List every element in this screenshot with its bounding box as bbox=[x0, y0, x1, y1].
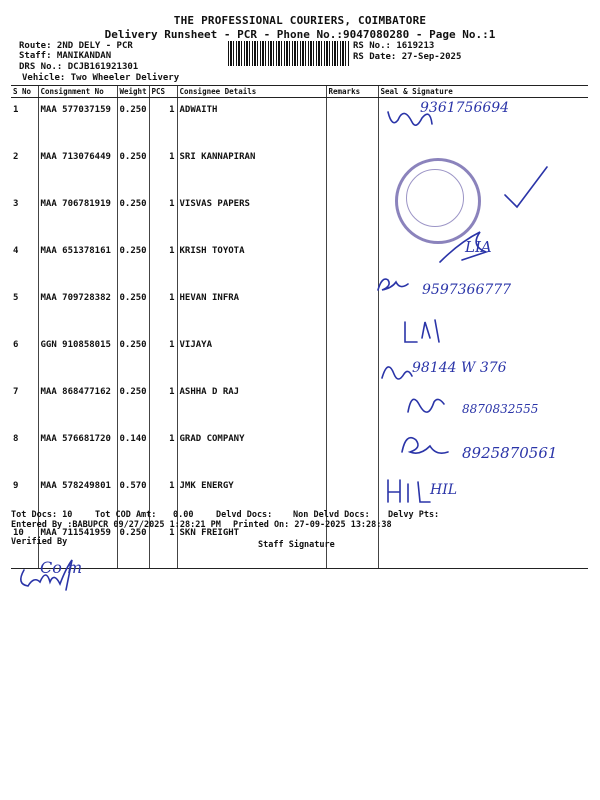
row-consignee: SKN FREIGHT bbox=[177, 521, 326, 569]
row-sno: 5 bbox=[13, 293, 19, 303]
col-remarks: Remarks bbox=[326, 86, 378, 98]
total-cod-label: Tot COD Amt: bbox=[95, 510, 157, 520]
total-cod-value: 0.00 bbox=[173, 510, 194, 520]
route-label: Route: 2ND DELY - PCR bbox=[19, 41, 133, 51]
signature-row-10 bbox=[388, 480, 430, 502]
row-sno: 10 bbox=[11, 521, 38, 569]
row-consignee: SRI KANNAPIRAN bbox=[177, 145, 326, 192]
vehicle-label: Vehicle: Two Wheeler Delivery bbox=[22, 73, 180, 83]
signature-row-6 bbox=[405, 320, 439, 342]
handwritten-note-row-10: HIL bbox=[430, 482, 458, 498]
row-consignment: MAA 709728382 bbox=[38, 286, 117, 333]
row-weight: 0.250 bbox=[117, 98, 149, 146]
delivered-docs: Delvd Docs: bbox=[216, 510, 273, 520]
non-delivered-docs: Non Delvd Docs: bbox=[293, 510, 370, 520]
row-consignee: KRISH TOYOTA bbox=[177, 239, 326, 286]
row-sno: 8 bbox=[13, 434, 19, 444]
signature-row-5 bbox=[378, 279, 408, 290]
verified-by-label: Verified By bbox=[11, 537, 68, 547]
row-weight: 0.250 bbox=[117, 145, 149, 192]
col-consignment: Consignment No bbox=[38, 86, 117, 98]
col-consignee: Consignee Details bbox=[177, 86, 326, 98]
handwritten-phone-row-1: 9361756694 bbox=[420, 100, 510, 116]
drs-label: DRS No.: DCJB161921301 bbox=[19, 62, 139, 72]
row-consignment: MAA 576681720 bbox=[38, 427, 117, 474]
row-consignee: GRAD COMPANY bbox=[177, 427, 326, 474]
row-sno: 3 bbox=[13, 199, 19, 209]
row-consignment: MAA 713076449 bbox=[38, 145, 117, 192]
signature-row-9 bbox=[402, 438, 448, 453]
row-sno: 1 bbox=[13, 105, 19, 115]
staff-label: Staff: MANIKANDAN bbox=[19, 51, 112, 61]
row-consignment: GGN 910858015 bbox=[38, 333, 117, 380]
col-weight: Weight bbox=[117, 86, 149, 98]
row-weight: 0.250 bbox=[117, 380, 149, 427]
company-title: THE PROFESSIONAL COURIERS, COIMBATORE bbox=[173, 14, 427, 27]
row-sno: 6 bbox=[13, 340, 19, 350]
col-signature: Seal & Signature bbox=[378, 86, 588, 98]
row-sno: 2 bbox=[13, 152, 19, 162]
printed-on: Printed On: 27-09-2025 13:28:38 bbox=[233, 520, 392, 530]
row-pcs: 1 bbox=[149, 145, 177, 192]
row-consignee: JMK ENERGY bbox=[177, 474, 326, 521]
row-consignment: MAA 706781919 bbox=[38, 192, 117, 239]
row-pcs: 1 bbox=[149, 98, 177, 146]
row-consignment: MAA 651378161 bbox=[38, 239, 117, 286]
row-consignment: MAA 578249801 bbox=[38, 474, 117, 521]
row-weight: 0.250 bbox=[117, 333, 149, 380]
runsheet-subtitle: Delivery Runsheet - PCR - Phone No.:9047080280 - Page No.:1 bbox=[104, 28, 496, 41]
row-sno: 9 bbox=[13, 481, 19, 491]
total-docs: Tot Docs: 10 bbox=[11, 510, 73, 520]
row-pcs: 1 bbox=[149, 427, 177, 474]
row-pcs: 1 bbox=[149, 380, 177, 427]
handwritten-phone-row-8: 8870832555 bbox=[462, 402, 539, 416]
rs-date: RS Date: 27-Sep-2025 bbox=[353, 52, 462, 62]
row-consignee: ASHHA D RAJ bbox=[177, 380, 326, 427]
row-weight: 0.250 bbox=[117, 239, 149, 286]
row-pcs: 1 bbox=[149, 192, 177, 239]
entered-by: Entered By :BABUPCR 09/27/2025 1:28:21 PM bbox=[11, 520, 221, 530]
handwritten-phone-row-5: 9597366777 bbox=[422, 282, 512, 298]
verifier-initials: Co m bbox=[40, 558, 83, 577]
row-consignment: MAA 868477162 bbox=[38, 380, 117, 427]
row-weight: 0.250 bbox=[117, 521, 149, 569]
row-consignee: VIJAYA bbox=[177, 333, 326, 380]
row-pcs: 1 bbox=[149, 521, 177, 569]
row-pcs: 1 bbox=[149, 474, 177, 521]
handwritten-note-row-7: 98144 W 376 bbox=[412, 360, 507, 376]
row-pcs: 1 bbox=[149, 333, 177, 380]
row-weight: 0.140 bbox=[117, 427, 149, 474]
row-consignee: HEVAN INFRA bbox=[177, 286, 326, 333]
row-pcs: 1 bbox=[149, 239, 177, 286]
signature-row-7 bbox=[382, 367, 412, 379]
row-weight: 0.250 bbox=[117, 192, 149, 239]
col-sno: S No bbox=[11, 86, 38, 98]
row-consignee: ADWAITH bbox=[177, 98, 326, 146]
rs-number: RS No.: 1619213 bbox=[353, 41, 435, 51]
staff-signature-label: Staff Signature bbox=[258, 540, 335, 550]
row-weight: 0.250 bbox=[117, 286, 149, 333]
row-weight: 0.570 bbox=[117, 474, 149, 521]
delivery-points: Delvy Pts: bbox=[388, 510, 440, 520]
row-consignee: VISVAS PAPERS bbox=[177, 192, 326, 239]
row-pcs: 1 bbox=[149, 286, 177, 333]
row-sno: 7 bbox=[13, 387, 19, 397]
row-consignment: MAA 711541959 bbox=[38, 521, 117, 569]
signature-row-3-tick bbox=[505, 167, 547, 207]
handwritten-note-row-4: LIA bbox=[465, 238, 492, 256]
handwritten-phone-row-9: 8925870561 bbox=[462, 444, 558, 462]
row-consignment: MAA 577037159 bbox=[38, 98, 117, 146]
signature-row-8 bbox=[408, 399, 444, 412]
row-sno: 4 bbox=[13, 246, 19, 256]
col-pcs: PCS bbox=[149, 86, 177, 98]
